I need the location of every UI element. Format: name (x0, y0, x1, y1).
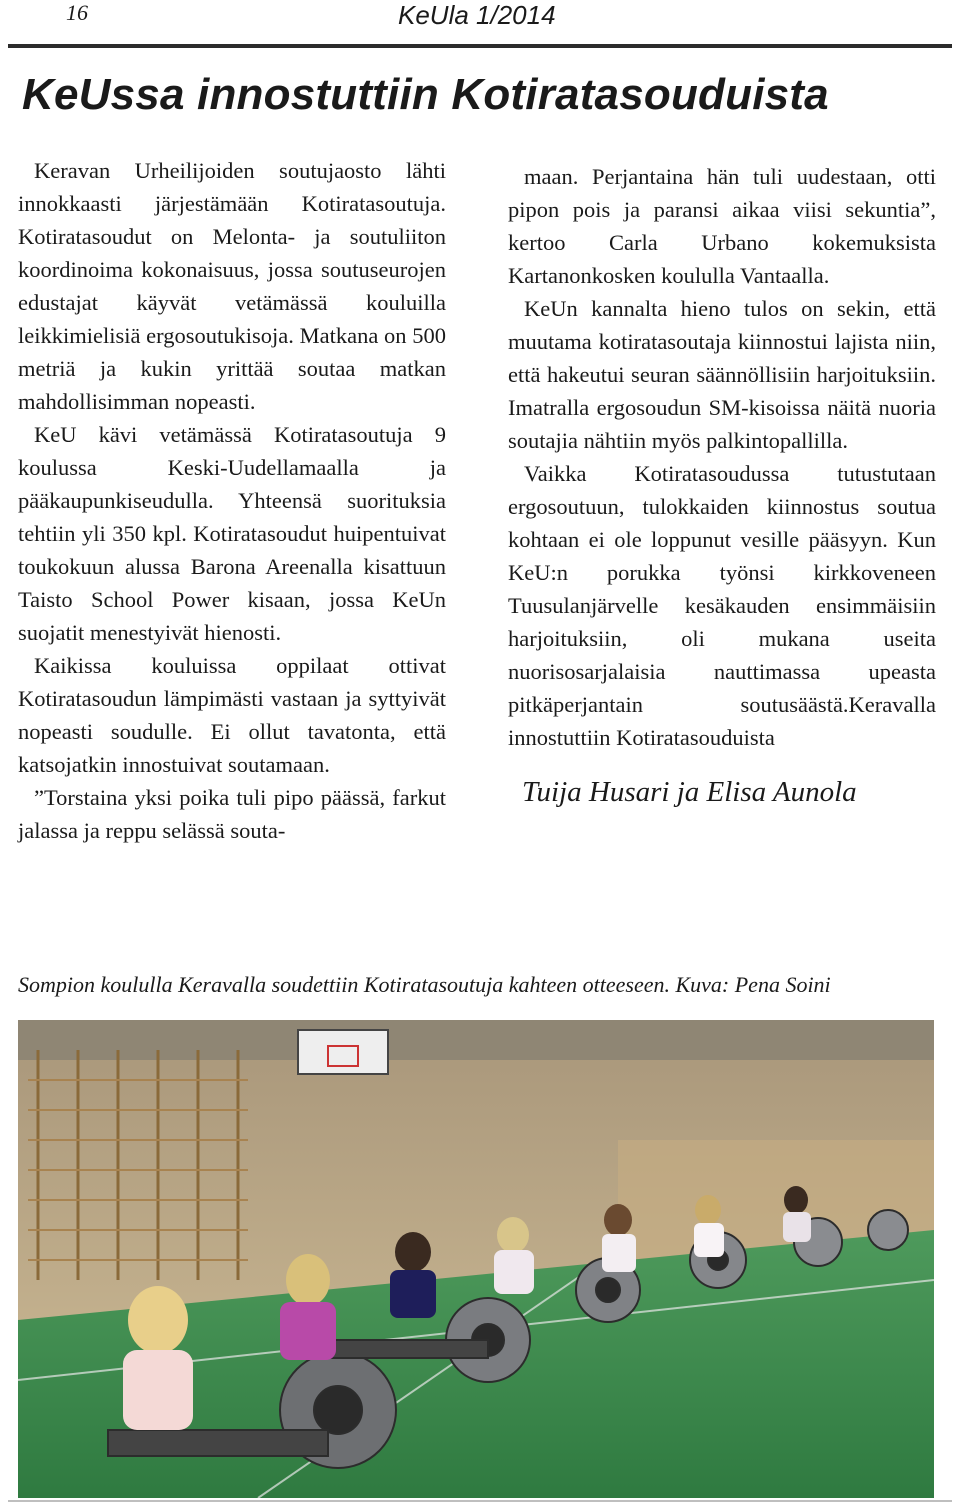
page-number: 16 (66, 0, 88, 25)
paragraph: maan. Perjantaina hän tuli uudestaan, otti pipon pois ja paransi aikaa viisi sekuntia”, kertoo Carla Urbano kokemuksista Kartanonkosken koululla Vantaalla. (508, 164, 936, 288)
paragraph: Vaikka Kotiratasoudussa tutustutaan ergosoutuun, tulokkaiden kiinnostus soutua kohtaan ei ole loppunut vesille pääsyyn. Kun KeU:n porukka työnsi kirkkoveneen Tuusulanjärvelle kesäkauden ensimmäisiin harjoituksiin, oli mukana useita nuorisosarjalaisia nauttimassa upeasta pitkäperjantain soutusäästä.Keravalla innostuttiin Kotiratasouduista (508, 461, 936, 750)
rowing-photo (18, 1020, 934, 1498)
page-header (0, 0, 960, 40)
article-title: KeUssa innostuttiin Kotiratasouduista (22, 70, 829, 119)
paragraph: ”Torstaina yksi poika tuli pipo päässä, farkut jalassa ja reppu selässä souta- (18, 785, 446, 843)
paragraph: KeUn kannalta hieno tulos on sekin, että muutama kotiratasoutaja kiinnostui lajista niin, että hakeutui seuran säännöllisiin harjoituksiin. Imatralla ergosoudun SM-kisoissa näitä nuoria soutajia nähtiin myös palkintopallilla. (508, 296, 936, 453)
right-column (508, 160, 936, 809)
article-author: Tuija Husari ja Elisa Aunola (522, 776, 857, 808)
left-column (18, 154, 446, 847)
magazine-issue: KeUla 1/2014 (398, 0, 556, 30)
header-rule (8, 44, 952, 48)
paragraph: Kaikissa kouluissa oppilaat ottivat Kotiratasoudun lämpimästi vastaan ja syttyivät nopeasti soudulle. Ei ollut tavatonta, että katsojatkin innostuivat soutamaan. (18, 653, 446, 777)
photo-caption: Sompion koululla Keravalla soudettiin Kotiratasoutuja kahteen otteeseen. Kuva: Pena Soini (18, 972, 831, 997)
footer-rule (8, 1500, 952, 1502)
paragraph: KeU kävi vetämässä Kotiratasoutuja 9 koulussa Keski-Uudellamaalla ja pääkaupunkiseudulla. Yhteensä suorituksia tehtiin yli 350 kpl. Kotiratasoudut huipentuivat toukokuun alussa Barona Areenalla kisattuun Taisto School Power kisaan, jossa KeUn suojatit menestyivät hienosti. (18, 422, 446, 645)
paragraph: Keravan Urheilijoiden soutujaosto lähti innokkaasti järjestämään Kotiratasoutuja. Kotiratasoudut on Melonta- ja soutuliiton koordinoima kokonaisuus, jossa soutuseurojen edustajat käyvät vetämässä kouluilla leikkimielisiä ergosoutukisoja. Matkana on 500 metriä ja kukin yrittää soutaa matkan mahdollisimman nopeasti. (18, 158, 446, 414)
